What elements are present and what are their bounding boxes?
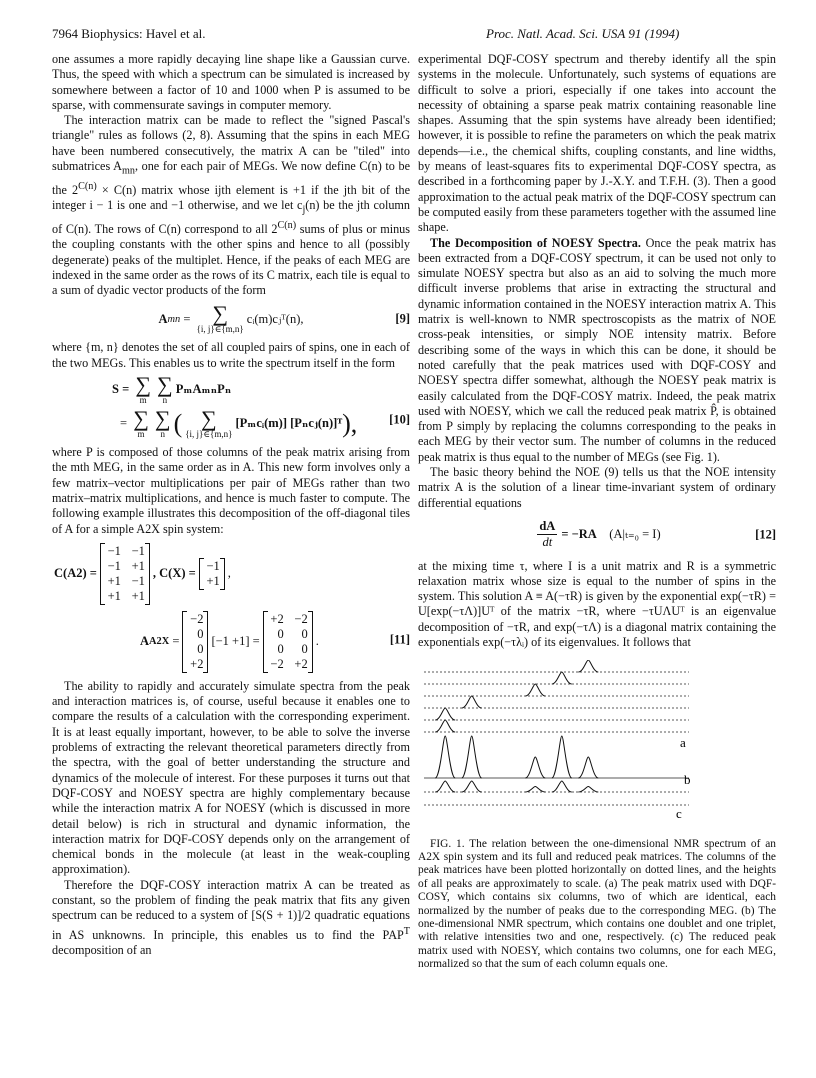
peak-c	[435, 781, 455, 792]
equation-11: C(A2) = −1 −1 −1 +1 +1 −1 +1 +1 , C(X) = −1 +1 , A A2X = −2 0 0 +2 [−1 +1] = +2 −2 0 0 0 0 −2 +2 . [11]	[54, 543, 410, 671]
matrix-entry: −2	[190, 611, 204, 626]
figure-label-c: c	[676, 806, 682, 822]
paragraph: where P is composed of those columns of the peak matrix arising from the mth MEG, in the same order as in A. This new form involves only a few matrix–vector multiplications per pair of MEGs rather than two matrix–matrix multiplications, and hence is much faster to compute. The following example illustrates this decomposition of the off-diagonal tiles of A for a simple A2X spin system:	[52, 445, 410, 536]
matrix-row	[268, 612, 308, 627]
matrix-c-x	[199, 558, 225, 590]
matrix-row	[105, 589, 145, 604]
matrix-result	[263, 611, 313, 673]
matrix-entry: 0	[301, 626, 308, 641]
peak-a	[435, 720, 455, 732]
equation-number: [12]	[755, 527, 776, 542]
figure-caption: FIG. 1. The relation between the one-dimensional NMR spectrum of an A2X spin system and its full and reduced peak matrices. The columns of the peak matrices have been plotted horizontally on dotted lines, and the heights of all peaks are approximately to scale. (a) The peak matrix used with DQF-COSY, which contains six columns, two of which are identical, each normalized by the number of peaks due to the corresponding MEG. (b) The one-dimensional NMR spectrum, which contains one doublet and one triplet, with relative intensities two and one, respectively. (c) The reduced peak matrix used with NOESY, which contains two columns, one for each MEG, normalized so that the sum of each column equals one.	[418, 837, 776, 971]
paragraph: The basic theory behind the NOE (9) tells us that the NOE intensity matrix A is the solution of a linear time-invariant system of ordinary differential equations	[418, 465, 776, 510]
paragraph: Therefore the DQF-COSY interaction matrix A can be treated as constant, so the problem of finding the peak matrix that fits any given spectrum can be reduced to a system of [S(S + 1)]/2 quadratic equations in AS unknowns. In principle, this enables us to find the $PAP^T$ decomposition of an	[52, 877, 410, 957]
matrix-entry: 0	[301, 641, 308, 656]
matrix-entry: −1	[206, 558, 220, 573]
matrix-row	[204, 559, 220, 574]
paragraph: one assumes a more rapidly decaying line shape like a Gaussian curve. Thus, the speed with which a spectrum can be simulated is increased by somewhere between a factor of 10 and 1000 when P is assumed to be sparse, with commensurate savings in computer memory.	[52, 52, 410, 112]
matrix-row	[268, 642, 308, 657]
matrix-row	[187, 642, 203, 657]
matrix-entry: 0	[197, 626, 204, 641]
peak-b	[552, 736, 572, 778]
peak-c	[462, 781, 482, 792]
peak-b	[525, 757, 545, 778]
peak-b	[435, 736, 455, 778]
matrix-entry: 0	[277, 626, 284, 641]
matrix-row	[187, 612, 203, 627]
peak-c	[578, 787, 598, 793]
matrix-entry: −1	[107, 558, 121, 573]
matrix-entry: +1	[107, 573, 121, 588]
paragraph: The Decomposition of NOESY Spectra. Once the peak matrix has been extracted from a DQF-COSY spectrum, it can be used not only to simulate NOESY spectra but also as an aid to solving the much more difficult inverse problems that arise in extracting the structural and dynamic information contained in the NOESY interaction matrix A. This matrix is well-known to NMR spectroscopists as the matrix of NOE cross-peak intensities, or simply NOE intensity matrix. Before describing some of the ways in which this can be done, it should be noted carefully that the peak matrices used with DQF-COSY and NOESY spectra differ somewhat, although the NOESY peak matrix is easily calculated from the DQF-COSY matrix. Indeed, the peak matrix used with NOESY, which we call the reduced peak matrix P̂, is obtained from P simply by replacing the columns corresponding to the peaks in each MEG by their vector sum. The number of columns in the reduced peak matrix is thus equal to the number of MEGs (see Fig. 1).	[418, 235, 776, 464]
figure-label-a: a	[680, 735, 686, 751]
peak-b	[578, 757, 598, 778]
equation-number: [11]	[389, 632, 410, 647]
peak-a	[525, 684, 545, 696]
paragraph: The ability to rapidly and accurately simulate spectra from the peak and interaction matrices is, of course, useful because it enables one to compare the results of a calculation with the corresponding experiment. It is at least equally important, however, to be able to solve the inverse problems of extracting the relevant theoretical parameters directly from the spectra, with the goal of better understanding the structure and dynamics of the molecule of interest. For these purposes it turns out that DQF-COSY and NOESY spectra are highly complementary because while the interaction matrix A for NOESY (which is discussed in more detail below) is rich in structural and dynamic information, the interaction matrix for DQF-COSY depends only on the arrangement of chemical bonds in the molecule (at least in the weak-coupling approximation).	[52, 678, 410, 877]
matrix-entry: −1	[131, 543, 145, 558]
paragraph: The interaction matrix can be made to reflect the "signed Pascal's triangle" rules as follows (2, 8). Assuming that the spins in each MEG have been numbered consecutively, the matrix A can be "tiled" into submatrices $A_{mn}$, one for each pair of MEGs. We now define C(n) to be the $2^{C(n)} \times C(n)$ matrix whose ijth element is +1 if the jth bit of the integer i − 1 is one and −1 otherwise, and we let $c_j(n)$ be the jth column of C(n). The rows of C(n) correspond to all $2^{C(n)}$ sums of plus or minus the coupling constants with the other spins and hence to all (possibly degenerate) peaks of the multiplet. Hence, if the peaks of each MEG are indexed in the same order as the rows of its C matrix, each tile is equal to a sum of dyadic vector products of the form	[52, 113, 411, 298]
peak-a	[578, 660, 598, 672]
right-column	[418, 52, 776, 972]
matrix-row	[105, 574, 145, 589]
matrix-row	[268, 627, 308, 642]
figure-label-b: b	[684, 772, 691, 788]
matrix-row	[105, 544, 145, 559]
running-header-right: Proc. Natl. Acad. Sci. USA 91 (1994)	[486, 26, 680, 41]
matrix-entry: +2	[190, 656, 204, 671]
matrix-row	[105, 559, 145, 574]
matrix-entry: −2	[270, 656, 284, 671]
paragraph: at the mixing time τ, where I is a unit matrix and R is a symmetric relaxation matrix whose size is equal to the number of spins in the system. This solution A ≡ A(−τR) is given by the exponential exp(−τR) = U[exp(−τΛ)]Uᵀ of the matrix −τR, where −τUΛUᵀ is an eigenvalue decomposition of −τR, and exp(−τΛ) is a diagonal matrix containing the exponentials exp(−τλᵢ) of its eigenvalues. It follows that	[418, 558, 776, 649]
matrix-entry: −2	[294, 611, 308, 626]
peak-a	[462, 696, 482, 708]
matrix-c-a2	[100, 543, 150, 605]
matrix-entry: +1	[107, 588, 121, 603]
matrix-entry: 0	[277, 641, 284, 656]
figure-1	[418, 660, 776, 829]
peak-c	[525, 787, 545, 793]
paragraph: where {m, n} denotes the set of all coupled pairs of spins, one in each of the two MEGs. This enables us to write the spectrum itself in the form	[52, 340, 410, 370]
matrix-entry: +2	[270, 611, 284, 626]
matrix-entry: −1	[107, 543, 121, 558]
peak-b	[462, 736, 482, 778]
matrix-entry: +2	[294, 656, 308, 671]
matrix-entry: +1	[131, 588, 145, 603]
matrix-entry: 0	[197, 641, 204, 656]
paragraph: experimental DQF-COSY spectrum and thereby identify all the spin systems in the molecule. Unfortunately, such systems of equations are difficult to solve a priori, especially if one takes into account the necessity of obtaining a sparse peak matrix containing reasonable line shapes. Assuming that the spin systems have already been identified; however, it is possible to refine the parameters on which the peak matrix depends—i.e., the chemical shifts, coupling constants, and line widths, by means of least-squares fits to experimental DQF-COSY spectra, as described in a forthcoming paper by J.-X.Y. and T.F.H. (3). Then a good approximation to the actual peak matrix of the DQF-COSY spectrum can be computed easily from these parameters together with the assumed line shape.	[418, 52, 776, 235]
matrix-row	[187, 657, 203, 672]
nmr-spectrum-figure	[418, 660, 776, 825]
equation-12: $\frac{dA}{dt}$ = −RA (A|ₜ₌₀ = I) [12]	[539, 518, 776, 550]
matrix-entry: +1	[206, 573, 220, 588]
equation-number: [9]	[395, 311, 410, 326]
equation-9: A mn = ∑ {i, j}∈{m,n} cᵢ(m)cⱼᵀ(n), [9]	[158, 301, 410, 335]
peak-a	[552, 672, 572, 684]
matrix-row	[187, 627, 203, 642]
matrix-row	[204, 574, 220, 589]
equation-10: S = ∑ m ∑ n PₘAₘₙPₙ = ∑ m ∑ n ( ∑ {i, j}∈{m,n} [Pₘcᵢ(m)] [Pₙcⱼ(n)]ᵀ ), [10]	[112, 372, 410, 440]
matrix-entry: +1	[131, 558, 145, 573]
equation-number: [10]	[389, 412, 410, 427]
peak-a	[435, 708, 455, 720]
running-header-left: 7964 Biophysics: Havel et al.	[52, 26, 206, 41]
section-heading: The Decomposition of NOESY Spectra.	[430, 235, 641, 250]
peak-c	[552, 781, 572, 792]
left-column	[52, 52, 410, 958]
matrix-row	[268, 657, 308, 672]
matrix-entry: −1	[131, 573, 145, 588]
matrix-column	[182, 611, 208, 673]
